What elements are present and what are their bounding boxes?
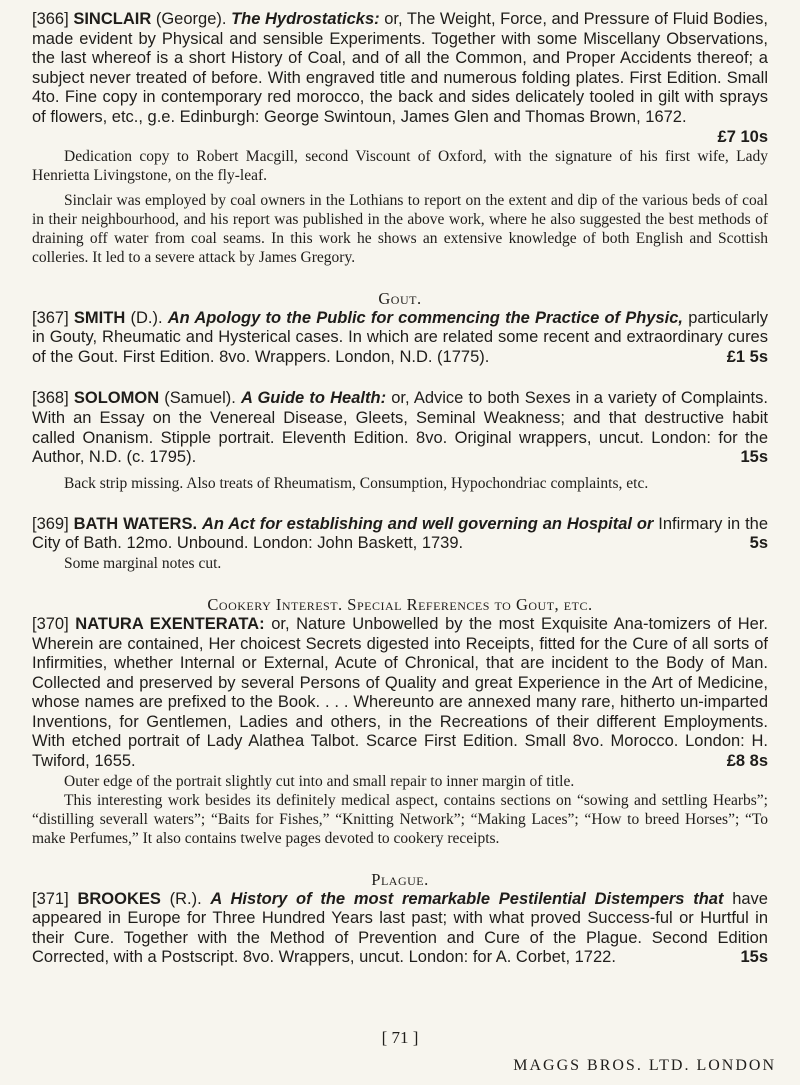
lot-number: [369] [32,514,69,533]
author-detail: (George). [155,10,227,28]
author-detail: (R.). [169,889,202,908]
entry-text [32,890,768,968]
entry-text [32,389,768,467]
work-title: An Apology to the Public for commencing the Practice of Physic, [167,308,683,327]
section-heading: Plague. [371,869,429,889]
entry-description: particularly in Gouty, Rheumatic and Hysterical cases. In which are related some recent and extraordinary cures of the Gout. First Edition. 8vo. Wrappers. London, N.D. (1775). [32,308,768,366]
work-title: An Act for establishing and well governing an Hospital or [201,514,654,533]
author-detail: (D.). [130,308,163,327]
lot-number: [366] [32,10,69,28]
author-name: NATURA EXENTERATA: [75,614,265,633]
entry-text [32,515,768,554]
price: £8 8s [726,752,768,771]
entry-note: Outer edge of the portrait slightly cut into and small repair to inner margin of title. [64,772,575,790]
price: £7 10s [717,127,768,146]
entry-text [32,10,768,128]
catalogue-entry-371 [32,890,768,968]
entry-note: Some marginal notes cut. [64,554,222,572]
entry-note: Sinclair was employed by coal owners in the Lothians to report on the extent and dip of the various beds of coal in their neighbourhood, and his report was published in the above work, where he also suggested the best methods of draining off water from coal seams. In this work he shows an extensive knowledge of both English and Scottish colleries. It led to a severe attack by James Gregory. [32,191,768,266]
author-name: BROOKES [77,889,161,908]
price: 15s [740,948,768,967]
lot-number: [368] [32,389,69,408]
work-title: The Hydrostaticks: [231,10,380,28]
entry-text [32,309,768,368]
entry-note: Back strip missing. Also treats of Rheumatism, Consumption, Hypochondriac complaints, etc. [64,474,649,492]
lot-number: [371] [32,889,69,908]
section-heading: Gout. [378,288,422,308]
work-title: A Guide to Health: [241,389,387,408]
catalogue-entry-370 [32,615,768,848]
entry-text [32,615,768,772]
author-name: SINCLAIR [73,10,152,28]
catalogue-entry-366 [32,10,768,267]
catalogue-entry-368 [32,389,768,492]
author-name: SOLOMON [73,389,160,408]
catalogue-entry-369 [32,515,768,573]
publisher-imprint: MAGGS BROS. LTD. LONDON [513,1057,776,1074]
section-heading: Cookery Interest. Special References to Gout, etc. [207,594,593,614]
entry-note: This interesting work besides its definitely medical aspect, contains sections on “sowing and settling Hearbs”; “distilling severall waters”; “Baits for Fishes,” “Knitting Network”; “Making Laces”; “How to breed Horses”; “To make Perfumes,” It also contains twelve pages devoted to cookery receipts. [32,791,768,847]
author-name: BATH WATERS. [73,514,198,533]
author-name: SMITH [73,308,126,327]
entry-description: or, Nature Unbowelled by the most Exquisite Ana-tomizers of Her. Wherein are contained, Her choicest Secrets digested into Receipts, fitted for the Cure of all sorts of Infirmities, whether Internal or External, Acute of Chronical, that are incident to the Body of Man. Collected and preserved by several Persons of Quality and great Experience in the Art of Medicine, whose names are prefixed to the Book. . . . Whereunto are annexed many rare, hitherto un-imparted Inventions, for Gentlemen, Ladies and others, in the Recreations of their different Employments. With etched portrait of Lady Alathea Talbot. Scarce First Edition. Small 8vo. Morocco. London: H. Twiford, 1655. [32,614,768,771]
price: 15s [740,448,768,467]
work-title: A History of the most remarkable Pestilential Distempers that [210,889,724,908]
page-number: [ 71 ] [381,1028,419,1047]
author-detail: (Samuel). [164,389,236,408]
entry-description: or, Advice to both Sexes in a variety of Complaints. With an Essay on the Venereal Disease, Gleets, Seminal Weakness; and that destructive habit called Onanism. Stipple portrait. Eleventh Edition. 8vo. Original wrappers, uncut. London: for the Author, N.D. (c. 1795). [32,389,768,467]
price: 5s [749,534,768,553]
catalogue-entry-367 [32,309,768,368]
entry-description: have appeared in Europe for Three Hundred Years last past; with what proved Success-ful or Hurtful in their Cure. Together with the Method of Prevention and Cure of the Plague. Second Edition Corrected, with a Postscript. 8vo. Wrappers, uncut. London: for A. Corbet, 1722. [32,889,768,967]
entry-description: Infirmary in the City of Bath. 12mo. Unbound. London: John Baskett, 1739. [32,514,769,553]
lot-number: [367] [32,308,69,327]
entry-note: Dedication copy to Robert Macgill, second Viscount of Oxford, with the signature of his first wife, Lady Henrietta Livingstone, on the fly-leaf. [32,147,768,184]
entry-description: or, The Weight, Force, and Pressure of Fluid Bodies, made evident by Physical and sensible Experiments. Together with some Miscellany Observations, the last whereof is a short History of Coal, and of all the Common, and Proper Accidents thereof; a subject never treated of before. With engraved title and numerous folding plates. First Edition. Small 4to. Fine copy in contemporary red morocco, the back and sides delicately tooled in gilt with sprays of flowers, etc., g.e. Edinburgh: George Swintoun, James Glen and Thomas Brown, 1672. [32,10,769,126]
lot-number: [370] [32,614,69,633]
price: £1 5s [726,347,768,366]
